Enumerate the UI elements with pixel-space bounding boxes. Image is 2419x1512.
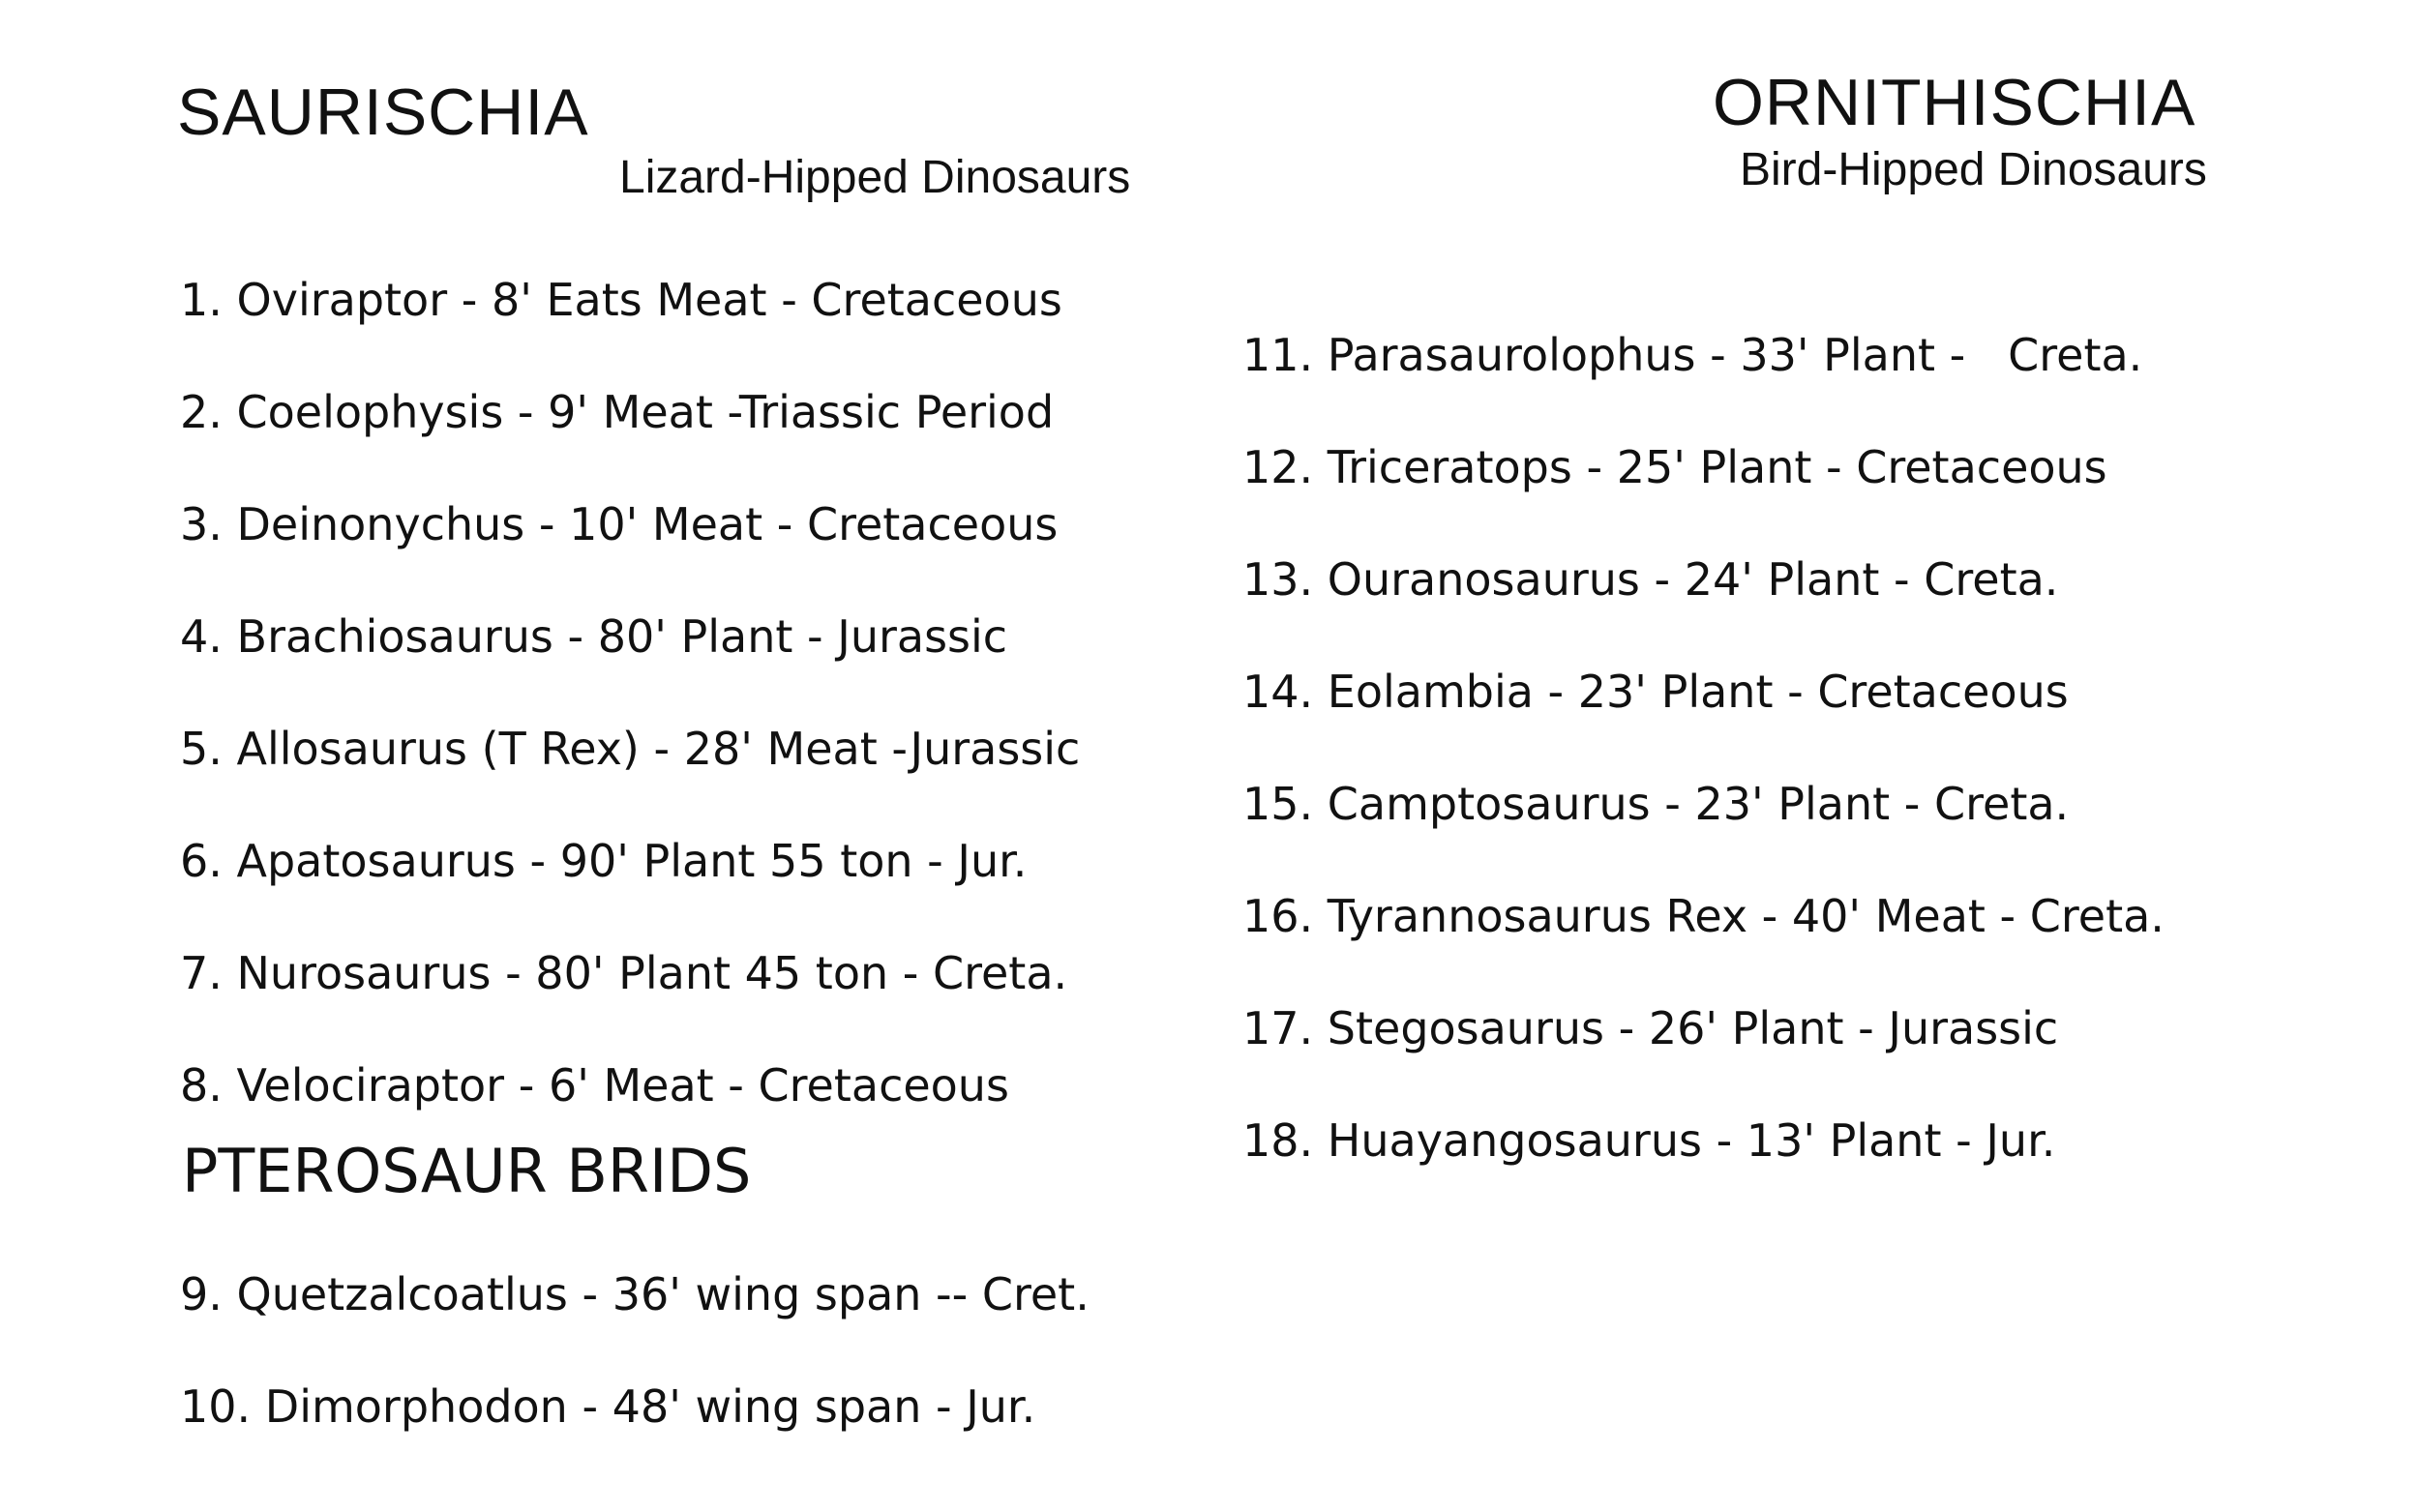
list-item: 11. Parasaurolophus - 33' Plant - Creta. [1242, 329, 2143, 381]
list-item: 17. Stegosaurus - 26' Plant - Jurassic [1242, 1002, 2059, 1054]
list-item: 13. Ouranosaurus - 24' Plant - Creta. [1242, 553, 2059, 606]
list-item: 12. Triceratops - 25' Plant - Cretaceous [1242, 441, 2107, 493]
list-item: 15. Camptosaurus - 23' Plant - Creta. [1242, 778, 2070, 830]
ornithischia-title: ORNITHISCHIA [1713, 66, 2196, 139]
ornithischia-subtitle: Bird-Hipped Dinosaurs [1740, 144, 2207, 195]
list-item: 6. Apatosaurus - 90' Plant 55 ton - Jur. [180, 835, 1028, 887]
saurischia-subtitle: Lizard-Hipped Dinosaurs [619, 152, 1131, 203]
list-item: 1. Oviraptor - 8' Eats Meat - Cretaceous [180, 274, 1062, 326]
list-item: 18. Huayangosaurus - 13' Plant - Jur. [1242, 1114, 2056, 1167]
saurischia-title: SAURISCHIA [177, 75, 589, 149]
list-item: 7. Nurosaurus - 80' Plant 45 ton - Creta. [180, 947, 1068, 999]
list-item: 8. Velociraptor - 6' Meat - Cretaceous [180, 1059, 1009, 1112]
list-item: 3. Deinonychus - 10' Meat - Cretaceous [180, 498, 1059, 550]
list-item: 9. Quetzalcoatlus - 36' wing span -- Cret. [180, 1268, 1090, 1320]
pterosaur-title: PTEROSAUR BRIDS [182, 1136, 752, 1206]
list-item: 4. Brachiosaurus - 80' Plant - Jurassic [180, 610, 1008, 663]
list-item: 5. Allosaurus (T Rex) - 28' Meat -Jurassic [180, 723, 1081, 775]
list-item: 2. Coelophysis - 9' Meat -Triassic Period [180, 386, 1055, 438]
list-item: 14. Eolambia - 23' Plant - Cretaceous [1242, 666, 2069, 718]
list-item: 16. Tyrannosaurus Rex - 40' Meat - Creta. [1242, 890, 2165, 942]
list-item: 10. Dimorphodon - 48' wing span - Jur. [180, 1380, 1036, 1433]
